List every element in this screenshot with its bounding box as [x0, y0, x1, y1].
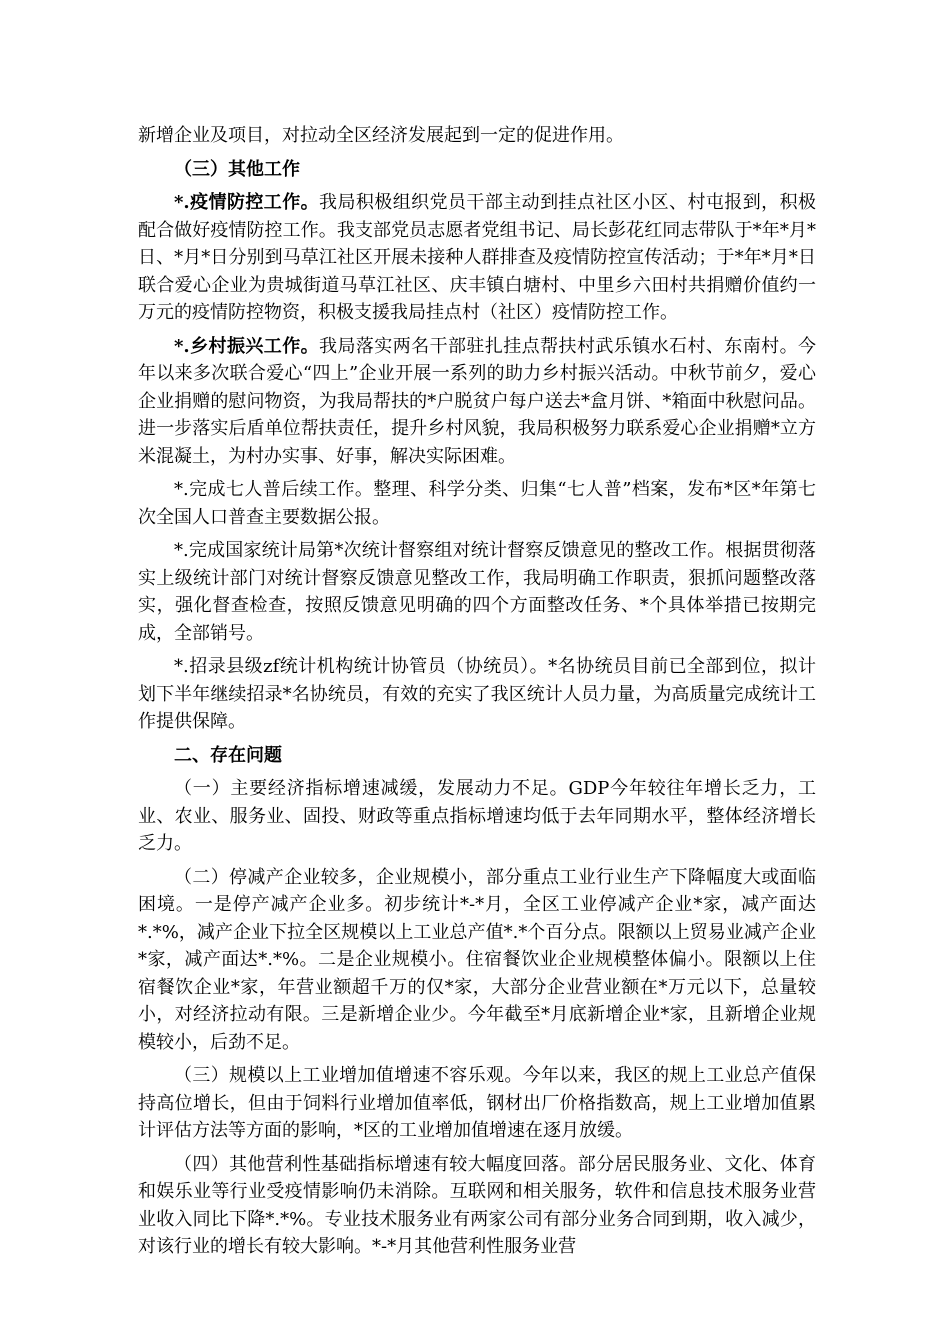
- paragraph-continuation: 新增企业及项目，对拉动全区经济发展起到一定的促进作用。: [138, 125, 624, 146]
- document-page: [138, 122, 816, 1267]
- paragraph-problem-1: （一）主要经济指标增速减缓，发展动力不足。GDP今年较往年增长乏力，工业、农业、服务业、固投、财政等重点指标增速均低于去年同期水平，整体经济增长乏力。: [138, 778, 816, 854]
- paragraph-problem-4: （四）其他营利性基础指标增速有较大幅度回落。部分居民服务业、文化、体育和娱乐业等行业受疫情影响仍未消除。互联网和相关服务，软件和信息技术服务业营业收入同比下降*.*%。专业技术服务业有两家公司有部分业务合同到期，收入减少，对该行业的增长有较大影响。*-*月其他营利性服务业营: [138, 1153, 816, 1257]
- heading-existing-problems: 二、存在问题: [174, 744, 282, 766]
- paragraph-lead: *.疫情防控工作。: [174, 192, 320, 213]
- paragraph-rural-revitalization: [138, 333, 816, 471]
- paragraph-text: 我局落实两名干部驻扎挂点帮扶村武乐镇水石村、东南村。今年以来多次联合爱心“四上”企业开展一系列的助力乡村振兴活动。中秋节前夕，爱心企业捐赠的慰问物资，为我局帮扶的*户脱贫户每户送去*盒月饼、*箱面中秋慰问品。进一步落实后盾单位帮扶责任，提升乡村风貌，我局积极努力联系爱心企业捐赠*立方米混凝土，为村办实事、好事，解决实际困难。: [138, 335, 816, 467]
- paragraph-problem-3: （三）规模以上工业增加值增速不容乐观。今年以来，我区的规上工业总产值保持高位增长，但由于饲料行业增加值率低，钢材出厂价格指数高，规上工业增加值累计评估方法等方面的影响，*区的工业增加值增速在逐月放缓。: [138, 1065, 816, 1141]
- heading-other-work: （三）其他工作: [174, 158, 300, 180]
- paragraph-problem-2: （二）停减产企业较多，企业规模小，部分重点工业行业生产下降幅度大或面临困境。一是停产减产企业多。初步统计*-*月，全区工业停减产企业*家，减产面达*.*%，减产企业下拉全区规模以上工业总产值*.*个百分点。限额以上贸易业减产企业*家，减产面达*.*%。二是企业规模小。住宿餐饮业企业规模整体偏小。限额以上住宿餐饮企业*家，年营业额超千万的仅*家，大部分企业营业额在*万元以下，总量较小，对经济拉动有限。三是新增企业少。今年截至*月底新增企业*家，且新增企业规模较小，后劲不足。: [138, 866, 816, 1053]
- paragraph-lead: *.乡村振兴工作。: [174, 335, 320, 357]
- paragraph-census-followup: *.完成七人普后续工作。整理、科学分类、归集“七人普”档案，发布*区*年第七次全国人口普查主要数据公报。: [138, 479, 816, 528]
- paragraph-inspection-rectification: *.完成国家统计局第*次统计督察组对统计督察反馈意见的整改工作。根据贯彻落实上级统计部门对统计督察反馈意见整改工作，我局明确工作职责，狠抓问题整改落实，强化督查检查，按照反馈意见明确的四个方面整改任务、*个具体举措已按期完成，全部销号。: [138, 540, 816, 644]
- paragraph-recruitment: *.招录县级zf统计机构统计协管员（协统员）。*名协统员目前已全部到位，拟计划下半年继续招录*名协统员，有效的充实了我区统计人员力量，为高质量完成统计工作提供保障。: [138, 656, 816, 732]
- paragraph-epidemic-control: [138, 189, 816, 327]
- paragraph-text: 我局积极组织党员干部主动到挂点社区小区、村屯报到，积极配合做好疫情防控工作。我支部党员志愿者党组书记、局长彭花红同志带队于*年*月*日、*月*日分别到马草江社区开展未接种人群排查及疫情防控宣传活动；于*年*月*日联合爱心企业为贵城街道马草江社区、庆丰镇白塘村、中里乡六田村共捐赠价值约一万元的疫情防控物资，积极支援我局挂点村（社区）疫情防控工作。: [138, 192, 816, 323]
